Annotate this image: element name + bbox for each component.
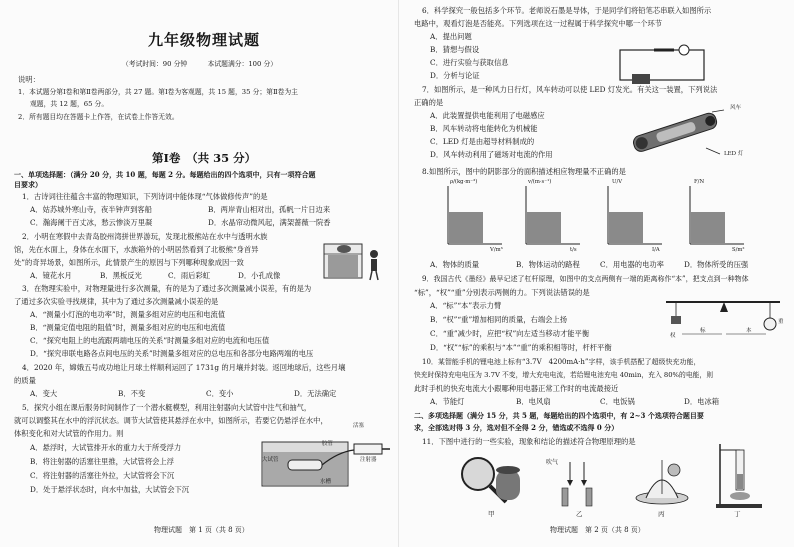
fig5-label-syringe: 注射器 [360,457,377,463]
q10-line-1: 10．某智能手机的锂电池上标有“3.7V 4200mA·h”字样，该手机搭配了超级快充功能， [422,358,701,366]
q9-lever-figure [662,290,786,340]
q1-option-b: B．两岸青山相对出，孤帆一片日边来 [208,205,331,214]
q10-option-c: C．电饭锅 [600,397,635,406]
q3-line-2: 了通过多次实验寻找规律，其中为了通过多次测量减小误差的是 [14,297,219,306]
q11-label-jia: 甲 [488,510,495,518]
q8-option-b: B．物体运动的路程 [516,260,580,269]
q8-option-a: A．物体的质量 [430,260,480,269]
q9-option-d: D．“权”“标”的乘积与“本”“重”的乘积相等时，杆杆平衡 [430,343,612,352]
note-1a: 1．本试题分第Ⅰ卷和第Ⅱ卷两部分，共 27 题。第Ⅰ卷为客观题，共 15 题，35 分；第Ⅱ卷为主 [18,88,298,96]
note-2: 2．所有题目均在答题卡上作答，在试卷上作答无效。 [18,113,179,121]
q1-stem: 1．古诗词往往蕴含丰富的物理知识，下列诗词中能体现“气体做修传声”的是 [22,192,268,201]
q7-option-d: D．风车转动利用了磁场对电流的作用 [430,150,553,159]
q2-line-2: 馆，先在水面上，身体在水面下，水族箱外的小明居然看到了北极熊“身首异 [14,245,259,254]
q5-option-b: B．将注射器的活塞往里推，大试管将会上浮 [30,457,175,466]
q1-option-c: C．瀚海阑干百丈冰，愁云惨淡万里凝 [30,218,153,227]
q8-option-d: D．物体所受的压强 [684,260,749,269]
q5-option-c: C．将注射器的活塞往外拉，大试管将会下沉 [30,471,175,480]
q2-line-1: 2．小明在寒假中去青岛胶州湾拼世界游玩，发现北极熊站在水中与透明水族 [22,232,268,241]
fig9-label-heavy: 重 [778,319,784,325]
q6-option-c: C．进行实验与获取信息 [430,58,509,67]
q9-option-a: A．“标”“本”表示力臂 [430,301,502,310]
q8-graph-b [520,182,582,254]
fig9-label-base: 本 [746,328,752,334]
q5-option-d: D．处于悬浮状态时，向水中加盐，大试管会下沉 [30,485,190,494]
sec2-heading-a: 二、多项选择题（满分 15 分，共 5 题，每题给出的四个选项中，有 2~3 个选项符合题目要 [414,411,704,420]
q8-graph-d [684,182,746,254]
q8-graph-a [442,182,504,254]
q4-option-a: A．变大 [30,389,58,398]
notes-label: 说明： [18,75,40,84]
sec1-heading-b: 目要求） [14,180,42,189]
q10-option-b: B．电风扇 [516,397,551,406]
q7-option-c: C．LED 灯是由超导材料制成的 [430,137,535,146]
fig9-label-weight: 权 [670,333,676,339]
fig5-label-hose: 胶管 [322,441,334,447]
q10-line-2: 快充时保持充电电压为 3.7V 不变，增大充电电流，若给锂电池充电 40min，充入 80%的电能，则 [414,371,714,379]
q7-wind-light-figure [626,102,738,160]
q4-line-2: 的质量 [14,376,36,385]
sec2-heading-b: 求，全部选对得 3 分，选对但不全得 2 分，错选或不选得 0 分） [414,423,619,432]
q5-line-3: 体积变化和对大试管的作用力。则 [14,429,124,438]
q11-label-bing: 丙 [658,510,665,518]
q1-option-a: A．姑苏城外寒山寺，夜半钟声到客船 [30,205,153,214]
note-1b: 观题，共 12 题，65 分。 [30,100,109,108]
fig7-label-windmill: 风车 [730,105,742,111]
q3-option-b: B．“测量定值电阻的阻值”时，测量多组对应的电压和电流值 [30,323,226,332]
q8-stem: 8.如图所示，图中的阴影部分的面积描述相应物理量不正确的是 [422,167,626,176]
page-2 [400,0,794,547]
g2-x-label: t/s [570,247,577,253]
q7-line-2: 正确的是 [414,98,444,107]
q7-line-1: 7．如图所示，是一种风力日行灯，风车转动可以使 LED 灯发光。有关这一装置，下列说法 [422,85,718,94]
part1-title: 第Ⅰ卷 （共 35 分） [152,151,257,165]
fig7-label-led: LED 灯 [724,151,744,157]
q2-option-c: C．雨后彩虹 [168,271,211,280]
exam-title: 九年级物理试题 [148,31,261,49]
q4-option-d: D．无法确定 [294,389,337,398]
q6-line-2: 电路中，观看灯泡是否能亮。下列选项在这一过程属于科学探究中哪一个环节 [414,19,663,28]
q10-option-a: A．节能灯 [430,397,465,406]
q6-option-a: A．提出问题 [430,32,472,41]
exam-info: （考试时间：90 分钟 本试题满分：100 分） [122,60,278,68]
q9-option-b: B．“权”“重”增加相同的质量，右端会上扬 [430,315,568,324]
fig5-label-tube: 大试管 [262,457,279,463]
q6-circuit-figure [614,44,710,86]
page-1-footer: 物理试题 第 1 页（共 8 页） [154,526,249,534]
sec1-heading-a: 一、单项选择题：（满分 20 分，共 10 题，每题 2 分。每题给出的四个选项中，只有一项符合题 [14,170,316,179]
q3-option-a: A．“测量小灯泡的电功率”时，测量多组对应的电压和电流值 [30,310,226,319]
q5-option-a: A．悬浮时，大试管排开水的重力大于所受浮力 [30,443,182,452]
g4-x-label: S/m² [732,247,745,253]
q4-line-1: 4．2020 年，嫦娥五号成功地让月球土样顺利运回了 1731g 的月壤并封装。返回地球后，这些月壤 [22,363,346,372]
g3-y-label: U/V [612,179,623,185]
q7-option-b: B．风车转动将电能转化为机械能 [430,124,538,133]
q9-option-c: C．“重”减少时，应把“权”向左适当移动才能平衡 [430,329,590,338]
q8-option-c: C．用电器的电功率 [600,260,664,269]
g1-y-label: ρ/(kg·m⁻³) [450,179,478,185]
q2-option-b: B．黑板反光 [100,271,142,280]
q2-option-a: A．镜花水月 [30,271,72,280]
q11-label-ding: 丁 [734,510,741,518]
q5-line-2: 就可以调整其在水中的浮沉状态。调节大试管使其悬浮在水中，如图所示，若要它仍悬浮在水中， [14,416,328,425]
g4-y-label: F/N [694,179,705,185]
q9-line-2: “标”，“权”“重”分别表示两侧的力。下列说法错误的是 [414,288,590,297]
q2-option-d: D．小孔成像 [238,271,281,280]
g1-x-label: V/m³ [490,247,503,253]
q3-option-d: D．“探究串联电路各点间电压的关系”时测量多组对应的总电压和各部分电路两端的电压 [30,349,314,358]
q11-figure-yi [558,458,608,508]
fig9-label-mark: 标 [700,328,706,334]
q5-line-1: 5．探究小组在课后服务时间制作了一个潜水艇模型，利用注射器向大试管中注气和抽气， [22,403,312,412]
q2-line-3: 处”的奇异场景，如图所示，此情景产生的原因与下列哪种现象成因一致 [14,258,244,267]
q3-line-1: 3．在物理实验中，对物理量进行多次测量，有的是为了通过多次测量减小误差，有的是为 [22,284,312,293]
g3-x-label: I/A [652,247,660,253]
q6-option-d: D．分析与论证 [430,71,480,80]
q4-option-c: C．变小 [206,389,234,398]
q10-line-3: 此时手机的快充电流大小跟哪种用电器正常工作时的电流最接近 [414,384,619,393]
fig5-label-piston: 活塞 [353,423,365,429]
q1-option-d: D．水晶帘动微风起，满架蔷薇一院香 [208,218,331,227]
q11-figure-ding [710,440,770,510]
q8-graph-c [602,182,664,254]
q11-figure-jia [456,454,526,508]
q10-option-d: D．电冰箱 [684,397,720,406]
q4-option-b: B．不变 [118,389,146,398]
g2-y-label: v/(m·s⁻¹) [528,179,552,185]
q7-option-a: A．此装置提供电能利用了电磁感应 [430,111,545,120]
q11-stem: 11．下图中进行的一些实验，现象和结论的描述符合物理原理的是 [422,437,636,446]
q11-label-blow: 吹气 [546,459,559,466]
q2-polar-bear-figure [322,238,384,282]
q11-figure-bing [632,454,694,508]
q3-option-c: C．“探究电阻上的电流跟两端电压的关系”时测量多组对应的电流和电压值 [30,336,270,345]
page-2-footer: 物理试题 第 2 页（共 8 页） [550,526,645,534]
fig5-label-tank: 水槽 [320,479,332,485]
q6-line-1: 6．科学探究一般包括多个环节。老师说石墨是导体，于是同学们将铅笔芯串联入如图所示 [422,6,712,15]
q6-option-b: B．猜想与假设 [430,45,480,54]
q11-label-yi: 乙 [576,510,583,518]
q9-line-1: 9．我国古代《墨经》最早记述了杠杆原理，如图中的支点两侧有一端的距离称作“本”，把支点到一种物体 [422,275,749,283]
